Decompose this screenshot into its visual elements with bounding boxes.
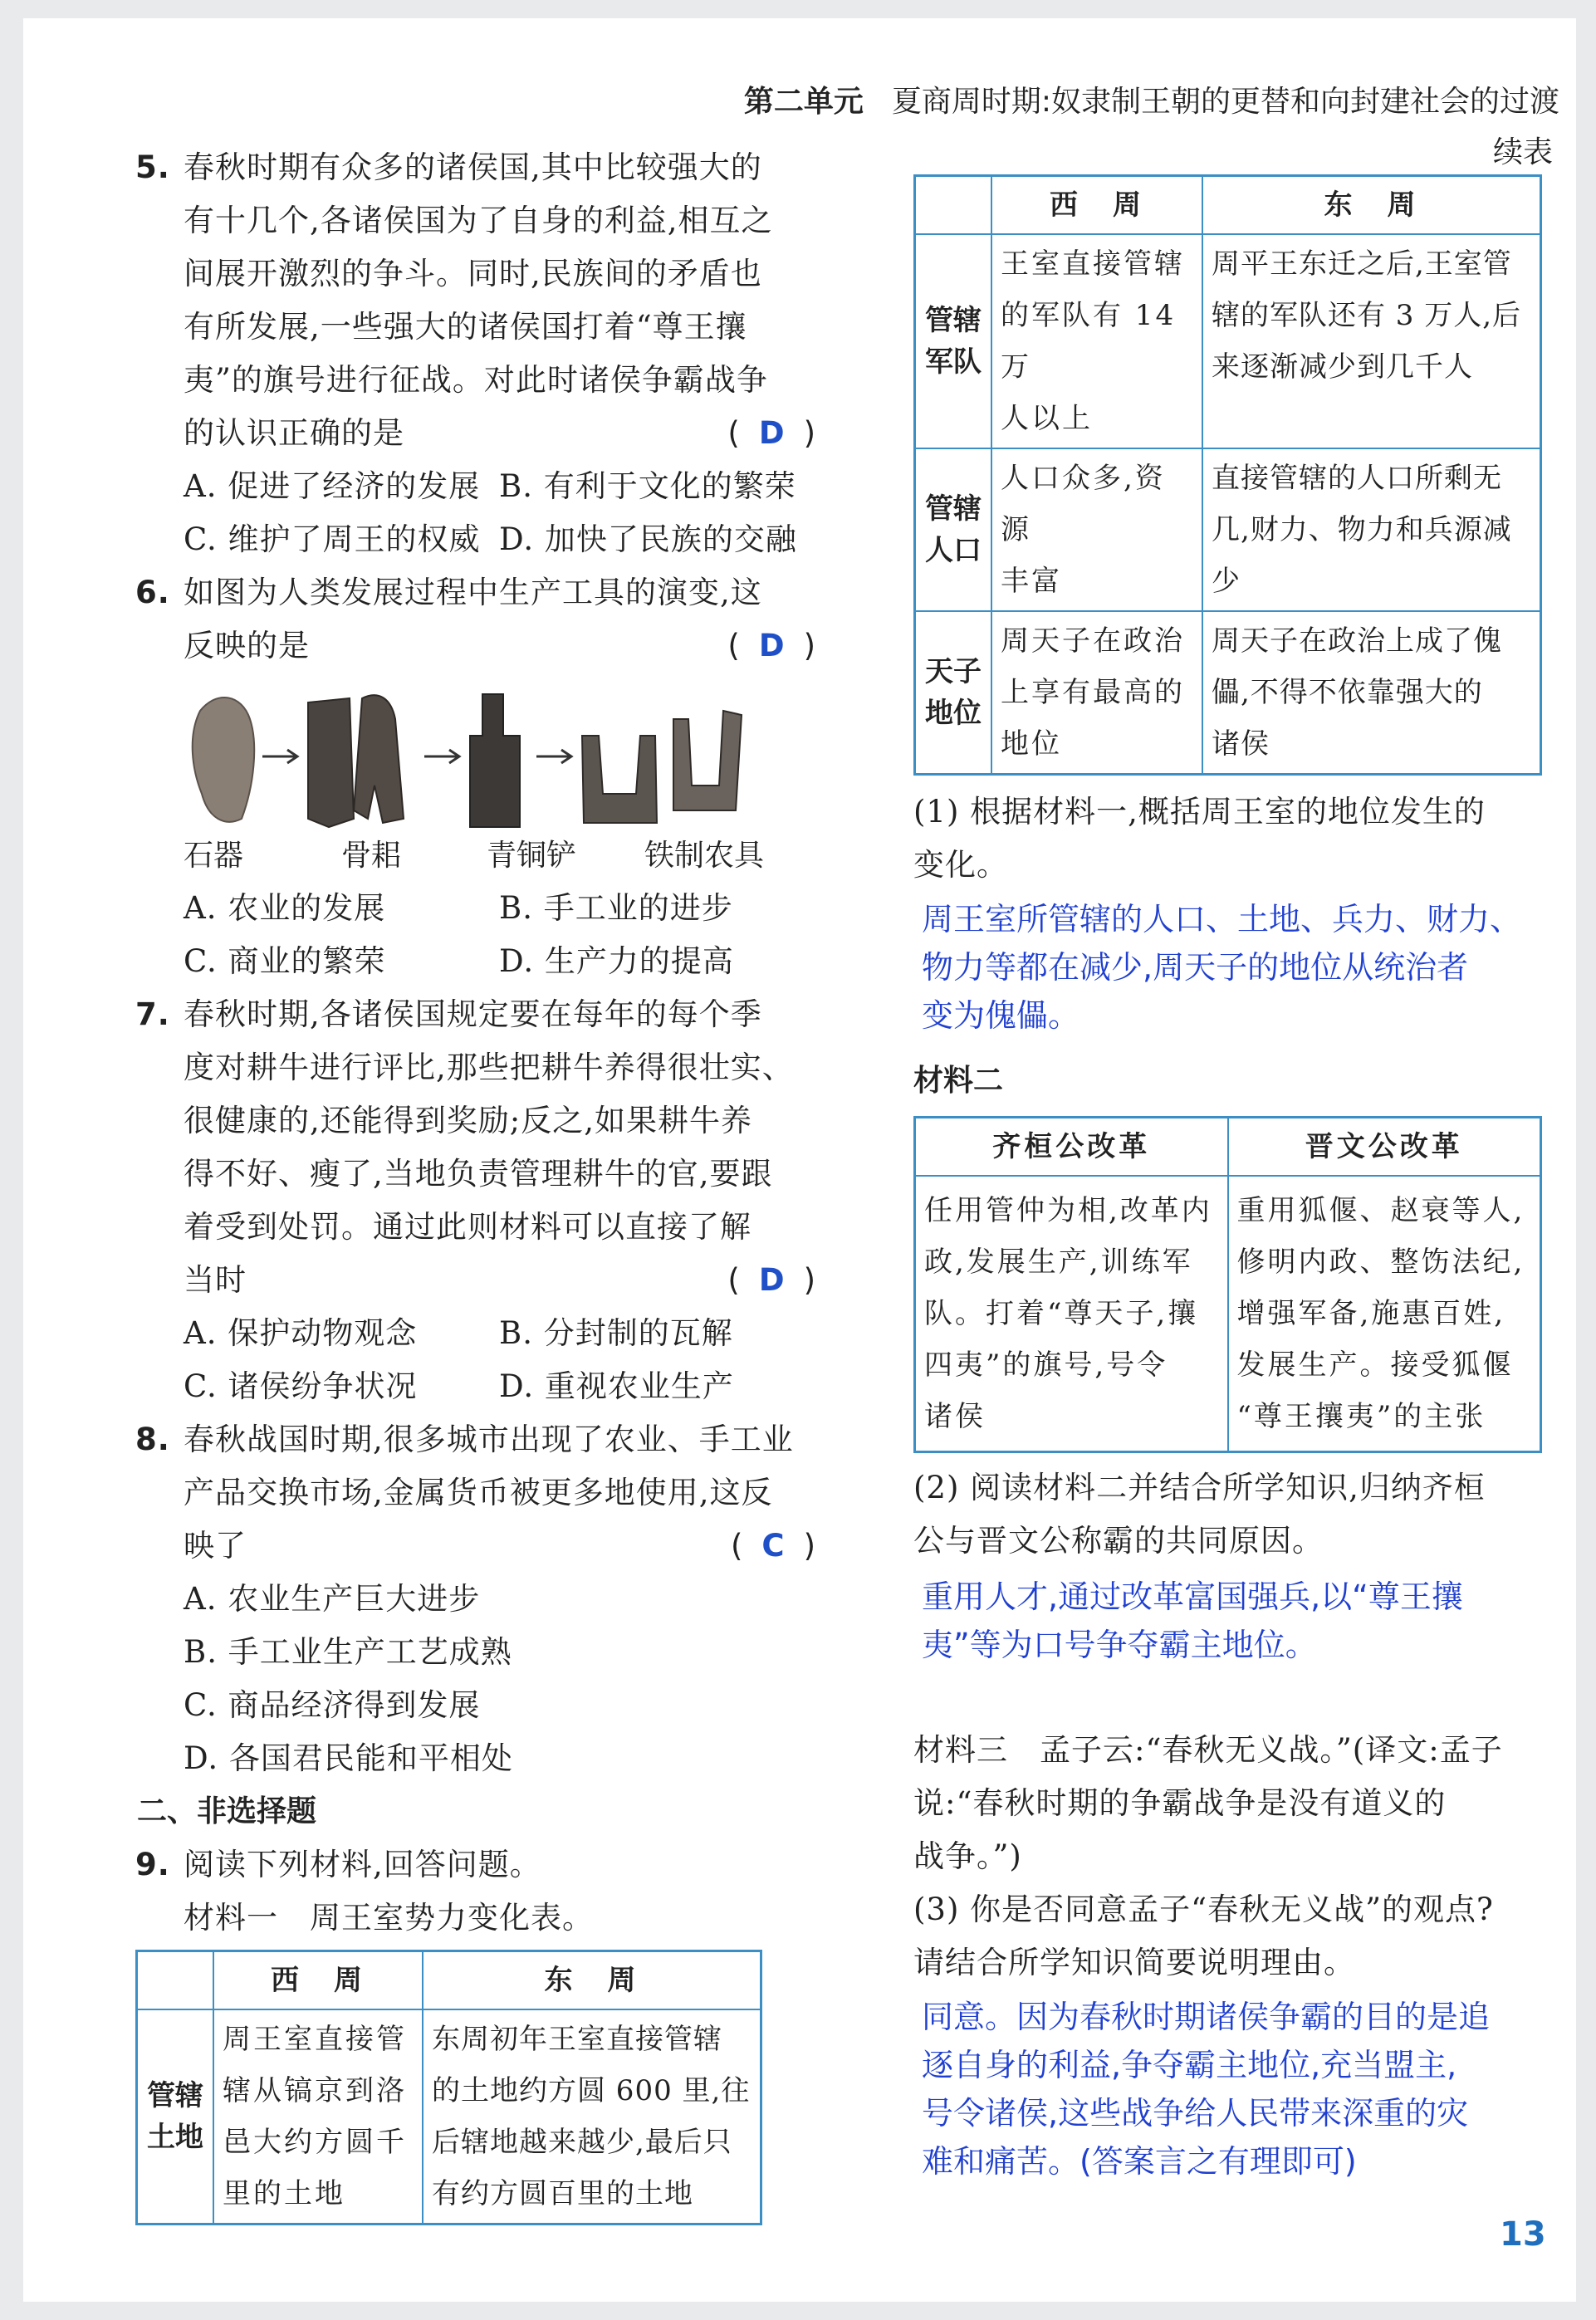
bone-spade-image [308, 698, 354, 827]
col-header-west: 西 周 [213, 1951, 423, 2010]
option: A. 保护动物观念 [184, 1315, 418, 1351]
option: D. 生产力的提高 [499, 943, 734, 979]
tool-label: 石器 [184, 839, 244, 873]
col-header-west: 西 周 [991, 176, 1202, 235]
option: C. 维护了周王的权威 [184, 521, 481, 557]
answer-bracket: ( C ) [730, 1528, 816, 1564]
table-row [915, 611, 1541, 775]
tools-figure [184, 686, 815, 835]
row-header: 管辖 军队 [915, 234, 992, 448]
question-8 [135, 1413, 816, 1785]
stem-line: 当时 [184, 1262, 247, 1298]
col-header-jin: 晋文公改革 [1228, 1118, 1541, 1177]
answer-mark: D [758, 628, 786, 663]
sub-question-line: 公与晋文公称霸的共同原因。 [913, 1523, 1324, 1559]
sub-question-2 [913, 1461, 1553, 1568]
stem-line: 如图为人类发展过程中生产工具的演变,这 [184, 575, 762, 610]
stem-line: 得不好、瘦了,当地负责管理耕牛的官,要跟 [184, 1156, 773, 1192]
unit-label: 第二单元 [743, 85, 864, 119]
answer-2: 重用人才,通过改革富国强兵,以“尊王攘 夷”等为口号争夺霸主地位。 [922, 1578, 1463, 1663]
material-3-line: 材料三 孟子云:“春秋无义战。”(译文:孟子 [913, 1732, 1503, 1768]
section-heading: 二、非选择题 [137, 1794, 317, 1828]
textbook-page [23, 18, 1576, 2302]
sub-question-line: (2) 阅读材料二并结合所学知识,归纳齐桓 [913, 1470, 1486, 1505]
material-2-title: 材料二 [913, 1064, 1004, 1098]
option: B. 有利于文化的繁荣 [499, 468, 796, 504]
west-cell: 周王室直接管 辖从镐京到洛 邑大约方圆千 里的土地 [213, 2009, 423, 2225]
question-number: 9. [135, 1847, 170, 1882]
stem-line: 的认识正确的是 [184, 415, 404, 451]
material-3 [913, 1724, 1553, 1883]
east-cell: 周天子在政治上成了傀 儡,不得不依靠强大的 诸侯 [1202, 611, 1541, 775]
option: B. 分封制的瓦解 [499, 1315, 733, 1351]
col-header-east: 东 周 [423, 1951, 761, 2010]
arrow-icon [424, 750, 459, 763]
question-6 [135, 566, 816, 988]
question-number: 7. [135, 996, 170, 1032]
stem-line: 间展开激烈的争斗。同时,民族间的矛盾也 [184, 256, 762, 291]
stem-line: 产品交换市场,金属货币被更多地使用,这反 [184, 1475, 773, 1510]
option: D. 重视农业生产 [499, 1368, 734, 1404]
stem-line: 有十几个,各诸侯国为了自身的利益,相互之 [184, 203, 773, 238]
question-intro: 阅读下列材料,回答问题。 [184, 1847, 541, 1882]
sub-question-3 [913, 1883, 1553, 1990]
iron-tool-image [582, 736, 657, 823]
material-3-line: 说:“春秋时期的争霸战争是没有道义的 [913, 1785, 1447, 1821]
iron-tool-image [673, 711, 742, 810]
continued-table-label: 续表 [1492, 135, 1553, 169]
stem-line: 着受到处罚。通过此则材料可以直接了解 [184, 1209, 751, 1245]
stem-line: 春秋战国时期,很多城市出现了农业、手工业 [184, 1422, 794, 1457]
sub-question-1 [913, 786, 1553, 892]
stem-line: 夷”的旗号进行征战。对此时诸侯争霸战争 [184, 362, 768, 398]
west-cell: 周天子在政治 上享有最高的 地位 [991, 611, 1202, 775]
left-column [135, 141, 816, 2225]
answer-bracket: ( D ) [727, 628, 816, 663]
tool-label: 青铜铲 [487, 839, 577, 873]
right-column [913, 135, 1553, 2185]
power-table-part2 [913, 174, 1542, 776]
bronze-spade-image [470, 694, 520, 827]
stem-line: 春秋时期,各诸侯国规定要在每年的每个季 [184, 996, 762, 1032]
sub-question-line: (1) 根据材料一,概括周王室的地位发生的 [913, 794, 1486, 830]
stem-line: 映了 [184, 1528, 247, 1564]
stem-line: 很健康的,还能得到奖励;反之,如果耕牛养 [184, 1103, 752, 1138]
row-header: 管辖 土地 [137, 2009, 214, 2225]
tools-illustration [184, 686, 816, 835]
question-5 [135, 141, 816, 566]
tool-label: 骨耜 [341, 839, 402, 873]
option: D. 加快了民族的交融 [499, 521, 797, 557]
row-header: 天子 地位 [915, 611, 992, 775]
question-number: 6. [135, 575, 170, 610]
option: C. 商业的繁荣 [184, 943, 386, 979]
reform-table [913, 1116, 1542, 1453]
qi-cell: 任用管仲为相,改革内 政,发展生产,训练军 队。打着“尊天子,攘 四夷”的旗号,号令 诸侯 [915, 1176, 1228, 1452]
material-3-line: 战争。”) [913, 1838, 1022, 1874]
question-number: 8. [135, 1422, 170, 1457]
answer-bracket: ( D ) [727, 1262, 816, 1298]
arrow-icon [262, 750, 297, 763]
arrow-icon [536, 750, 571, 763]
east-cell: 周平王东迁之后,王室管 辖的军队还有 3 万人,后 来逐渐减少到几千人 [1202, 234, 1541, 448]
question-number: 5. [135, 149, 170, 185]
east-cell: 东周初年王室直接管辖 的土地约方圆 600 里,往 后辖地越来越少,最后只 有约方圆百里的土地 [423, 2009, 761, 2225]
east-cell: 直接管辖的人口所剩无 几,财力、物力和兵源减少 [1202, 448, 1541, 611]
table-row [915, 234, 1541, 448]
unit-title: 夏商周时期:奴隶制王朝的更替和向封建社会的过渡 [891, 85, 1559, 119]
table-row [915, 448, 1541, 611]
option: A. 促进了经济的发展 [184, 468, 481, 504]
question-9 [135, 1838, 816, 1945]
stem-line: 春秋时期有众多的诸侯国,其中比较强大的 [184, 149, 762, 185]
option: A. 农业生产巨大进步 [184, 1581, 481, 1617]
col-header-east: 东 周 [1202, 176, 1541, 235]
tool-label: 铁制农具 [644, 839, 765, 873]
sub-question-line: (3) 你是否同意孟子“春秋无义战”的观点? [913, 1892, 1494, 1927]
answer-mark: D [758, 1262, 786, 1298]
tool-labels [184, 835, 816, 877]
option: C. 诸侯纷争状况 [184, 1368, 418, 1404]
page-header [729, 78, 1559, 120]
stem-line: 度对耕牛进行评比,那些把耕牛养得很壮实、 [184, 1050, 794, 1085]
material-1-title: 材料一 周王室势力变化表。 [184, 1900, 594, 1936]
west-cell: 王室直接管辖 的军队有 14 万 人以上 [991, 234, 1202, 448]
power-table-part1 [135, 1950, 762, 2225]
west-cell: 人口众多,资源 丰富 [991, 448, 1202, 611]
answer-mark: C [761, 1528, 786, 1564]
answer-1: 周王室所管辖的人口、土地、兵力、财力、 物力等都在减少,周天子的地位从统治者 变为傀儡。 [922, 901, 1522, 1034]
stem-line: 有所发展,一些强大的诸侯国打着“尊王攘 [184, 309, 747, 345]
option: C. 商品经济得到发展 [184, 1687, 481, 1723]
page-number: 13 [1500, 2215, 1546, 2254]
answer-3: 同意。因为春秋时期诸侯争霸的目的是追 逐自身的利益,争夺霸主地位,充当盟主, 号令诸侯,这些战争给人民带来深重的灾 难和痛苦。(答案言之有理即可) [922, 1999, 1491, 2180]
col-header-qi: 齐桓公改革 [915, 1118, 1228, 1177]
option: A. 农业的发展 [184, 890, 386, 926]
row-header: 管辖 人口 [915, 448, 992, 611]
option: D. 各国君民能和平相处 [184, 1740, 513, 1776]
stone-tool-image [193, 697, 254, 822]
stem-line: 反映的是 [184, 628, 310, 663]
question-7 [135, 988, 816, 1413]
answer-bracket: ( D ) [727, 415, 816, 451]
jin-cell: 重用狐偃、赵衰等人, 修明内政、整饬法纪, 增强军备,施惠百姓, 发展生产。接受狐偃 “尊王攘夷”的主张 [1228, 1176, 1541, 1452]
answer-mark: D [758, 415, 786, 451]
sub-question-line: 请结合所学知识简要说明理由。 [913, 1945, 1355, 1980]
option: B. 手工业的进步 [499, 890, 733, 926]
option: B. 手工业生产工艺成熟 [184, 1634, 512, 1670]
bone-spade-image [354, 695, 404, 823]
sub-question-line: 变化。 [913, 847, 1008, 883]
